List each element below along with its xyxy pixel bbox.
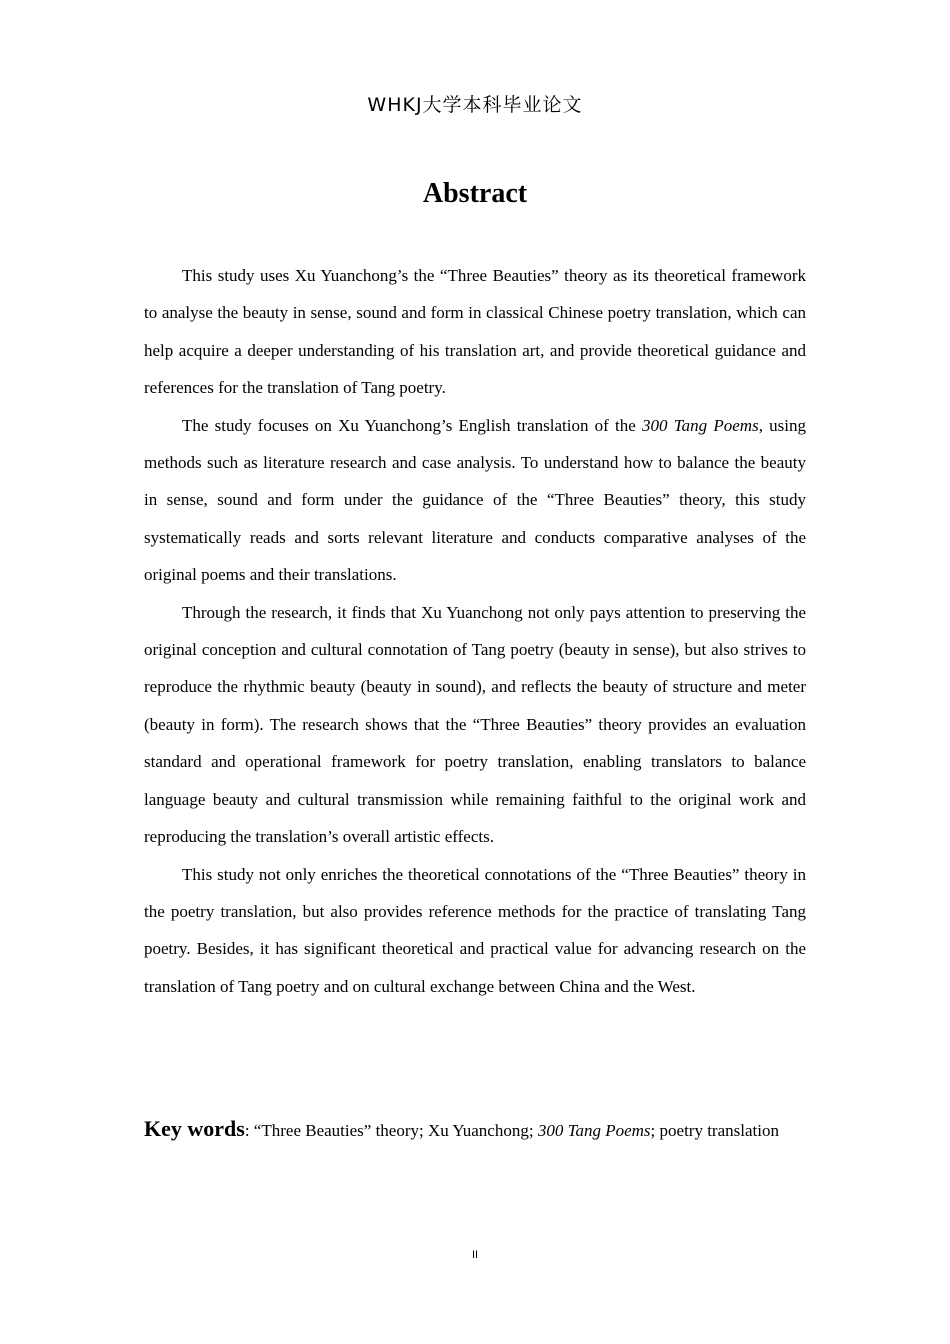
running-header: WHKJ大学本科毕业论文: [367, 94, 583, 116]
keywords-text-1: : “Three Beauties” theory; Xu Yuanchong;: [244, 1121, 538, 1140]
book-title-italic: 300 Tang Poems: [642, 415, 759, 435]
abstract-paragraph-1: This study uses Xu Yuanchong’s the “Three Beauties” theory as its theoretical framework to analyse the beauty in sense, sound and form in classical Chinese poetry translation, which can help acquire a deeper understanding of his translation art, and provide theoretical guidance and references for the translation of Tang poetry.: [144, 266, 806, 398]
keywords-line: [144, 1108, 806, 1152]
paragraph-2-text-start: The study focuses on Xu Yuanchong’s English translation of the: [182, 415, 643, 435]
keywords-text-2: ; poetry translation: [650, 1121, 779, 1140]
abstract-paragraph-3: Through the research, it finds that Xu Yuanchong not only pays attention to preserving the original conception and cultural connotation of Tang poetry (beauty in sense), but also strives to reproduce the rhythmic beauty (beauty in sound), and reflects the beauty of structure and meter (beauty in form). The research shows that the “Three Beauties” theory provides an evaluation standard and operational framework for poetry translation, enabling translators to balance language beauty and cultural transmission while remaining faithful to the original work and reproducing the translation’s overall artistic effects.: [144, 602, 806, 847]
paragraph-2-text-end: , using methods such as literature research and case analysis. To understand how to balance the beauty in sense, sound and form under the guidance of the “Three Beauties” theory, this study systematically reads and sorts relevant literature and conducts comparative analyses of the original poems and their translations.: [144, 415, 807, 585]
keywords-label: Key words: [144, 1116, 245, 1141]
abstract-paragraph-4: This study not only enriches the theoretical connotations of the “Three Beauties” theory in the poetry translation, but also provides reference methods for the practice of translating Tang poetry. Besides, it has significant theoretical and practical value for advancing research on the translation of Tang poetry and on cultural exchange between China and the West.: [144, 864, 806, 996]
page-title: Abstract: [422, 178, 528, 209]
page-number: II: [471, 1249, 479, 1261]
abstract-paragraph-2: [144, 407, 806, 594]
abstract-body: [144, 257, 806, 1005]
keywords-italic-title: 300 Tang Poems: [537, 1121, 651, 1140]
